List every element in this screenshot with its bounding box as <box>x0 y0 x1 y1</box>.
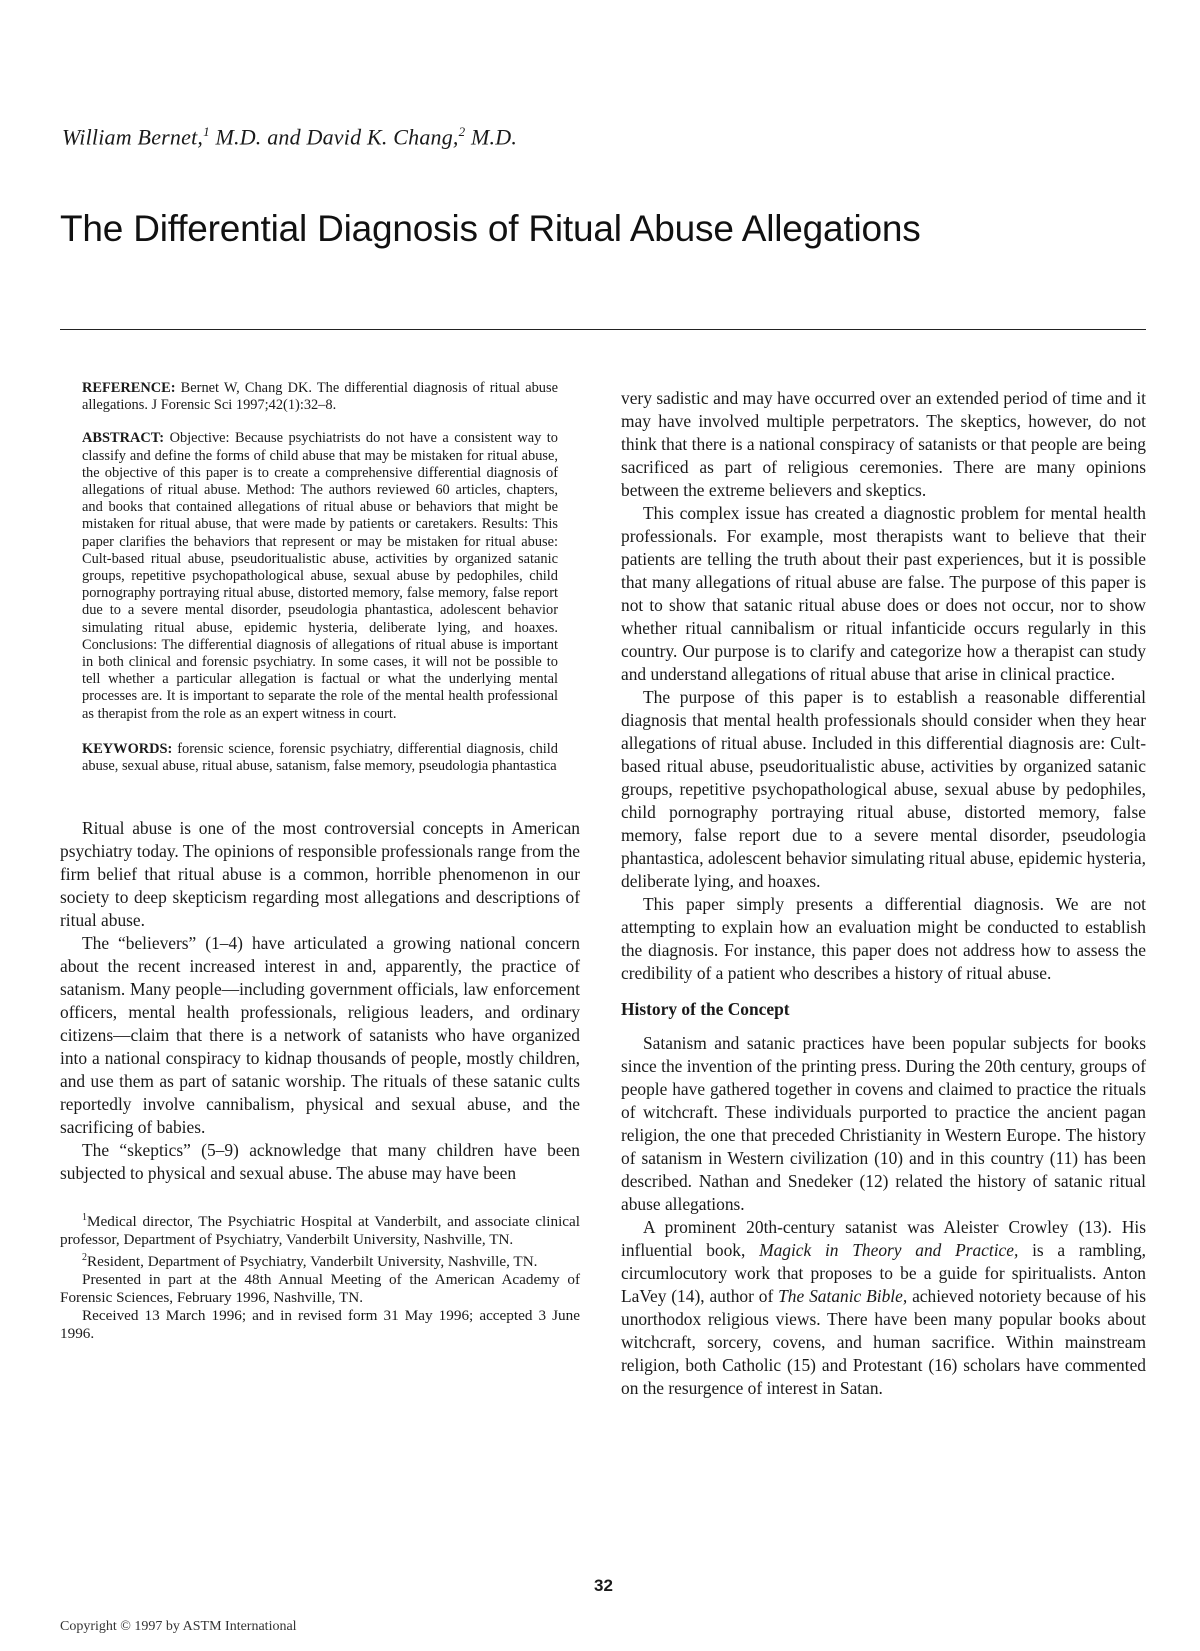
left-column <box>60 380 580 1343</box>
reference-text: Bernet W, Chang DK. The differential diagnosis of ritual abuse allegations. J Forensic Sci 1997;42(1):32–8. <box>82 380 558 414</box>
body-paragraph <box>621 1216 1146 1400</box>
author-degree-2: M.D. <box>465 124 518 150</box>
keywords-label: KEYWORDS: <box>82 740 173 757</box>
reference-paragraph <box>82 380 558 414</box>
footnote-1 <box>60 1209 580 1249</box>
title-divider <box>60 329 1146 330</box>
book-title: The Satanic Bible, <box>778 1286 908 1306</box>
author-degree-1: M.D. and David K. Chang, <box>209 124 459 150</box>
page-number: 32 <box>594 1576 613 1595</box>
book-title: Magick in Theory and Practice, <box>759 1240 1019 1260</box>
copyright-notice: Copyright © 1997 by ASTM International <box>60 1619 297 1634</box>
left-body <box>60 817 580 1185</box>
abstract-paragraph <box>82 430 558 722</box>
footnote-1-mark: 1 <box>82 1212 87 1224</box>
section-heading: History of the Concept <box>621 999 790 1019</box>
author1-name: William Bernet, <box>62 124 204 150</box>
body-paragraph: very sadistic and may have occurred over an extended period of time and it may have involved multiple perpetrators. The skeptics, however, do not think that there is a national conspiracy of satanists or that people are being sacrificed as part of religious ceremonies. There are many opinions between the extreme believers and skeptics. <box>621 388 1146 500</box>
footnote-presented: Presented in part at the 48th Annual Meeting of the American Academy of Forensic Sciences, February 1996, Nashville, TN. <box>60 1271 580 1307</box>
body-paragraph: Satanism and satanic practices have been popular subjects for books since the invention of the printing press. During the 20th century, groups of people have gathered together in covens and claimed to practice the rituals of witchcraft. These individuals purported to practice the ancient pagan religion, the one that preceded Christianity in Western Europe. The history of satanism in Western civilization (10) and in this country (11) has been described. Nathan and Snedeker (12) related the history of satanic ritual abuse allegations. <box>621 1033 1146 1214</box>
abstract-block <box>60 380 558 775</box>
body-paragraph: The “skeptics” (5–9) acknowledge that many children have been subjected to physical and sexual abuse. The abuse may have been <box>60 1140 580 1184</box>
body-paragraph: The “believers” (1–4) have articulated a growing national concern about the recent increased interest in and, apparently, the practice of satanism. Many people—including government officials, law enforcement officers, mental health professionals, religious leaders, and ordinary citizens—claim that there is a network of satanists who have organized into a national conspiracy to kidnap thousands of people, mostly children, and use them as part of satanic worship. The rituals of these satanic cults reportedly involve cannibalism, physical and sexual abuse, and the sacrificing of babies. <box>60 933 580 1138</box>
text-run: A prominent 20th-century satanist was Aleister Crowley (13). His influential book, <box>621 1217 1146 1260</box>
footnote-2-mark: 2 <box>82 1252 87 1264</box>
footnotes <box>60 1209 580 1343</box>
footnote-received: Received 13 March 1996; and in revised form 31 May 1996; accepted 3 June 1996. <box>60 1307 580 1343</box>
abstract-text: Objective: Because psychiatrists do not have a consistent way to classify and define the forms of child abuse that may be mistaken for ritual abuse, the objective of this paper is to create a comprehensive differential diagnosis of allegations of ritual abuse. Method: The authors reviewed 60 articles, chapters, and books that contained allegations of ritual abuse or behaviors that might be mistaken for ritual abuse, that were made by patients or caretakers. Results: This paper clarifies the behaviors that represent or may be mistaken for ritual abuse: Cult-based ritual abuse, pseudoritualistic abuse, activities by organized satanic groups, repetitive psychopathological abuse, sexual abuse by pedophiles, child pornography portraying ritual abuse, distorted memory, false memory, false report due to a severe mental disorder, pseudologia phantastica, adolescent behavior simulating ritual abuse, epidemic hysteria, deliberate lying, and hoaxes. Conclusions: The differential diagnosis of allegations of ritual abuse is important in both clinical and forensic psychiatry. In some cases, it will not be possible to tell whether a particular allegation is factual or what the underlying mental processes are. It is important to separate the role of the mental health professional as therapist from the role as an expert witness in court. <box>82 430 558 722</box>
author1-affil-mark: 1 <box>203 124 210 139</box>
reference-label: REFERENCE: <box>82 380 176 396</box>
body-paragraph: This paper simply presents a differential diagnosis. We are not attempting to explain how an evaluation might be conducted to establish the diagnosis. For instance, this paper does not address how to assess the credibility of a patient who describes a history of ritual abuse. <box>621 894 1146 983</box>
footnote-2-text: Resident, Department of Psychiatry, Vanderbilt University, Nashville, TN. <box>87 1253 538 1271</box>
footnote-1-text: Medical director, The Psychiatric Hospital at Vanderbilt, and associate clinical professor, Department of Psychiatry, Vanderbilt University, Nashville, TN. <box>60 1213 580 1249</box>
author-line <box>62 124 517 150</box>
body-paragraph: The purpose of this paper is to establish a reasonable differential diagnosis that mental health professionals should consider when they hear allegations of ritual abuse. Included in this differential diagnosis are: Cult-based ritual abuse, pseudoritualistic abuse, activities by organized satanic groups, repetitive psychopathological abuse, sexual abuse by pedophiles, child pornography portraying ritual abuse, distorted memory, false memory, false report due to a severe mental disorder, pseudologia phantastica, adolescent behavior simulating ritual abuse, epidemic hysteria, deliberate lying, and hoaxes. <box>621 687 1146 891</box>
history-body <box>621 1032 1146 1400</box>
footnote-2 <box>60 1249 580 1271</box>
right-body <box>621 387 1146 985</box>
abstract-label: ABSTRACT: <box>82 430 165 447</box>
keywords-paragraph <box>82 741 558 775</box>
text-run: is a rambling, circumlocutory work that proposes to be a guide for spiritualists. Anton LaVey (14), author of <box>621 1240 1146 1306</box>
author2-affil-mark: 2 <box>458 124 466 139</box>
text-run: achieved notoriety because of his unorthodox religious views. There have been many popular books about witchcraft, sorcery, covens, and human sacrifice. Within mainstream religion, both Catholic (15) and Protestant (16) scholars have commented on the resurgence of interest in Satan. <box>621 1286 1146 1398</box>
paper-title: The Differential Diagnosis of Ritual Abuse Allegations <box>60 208 921 249</box>
body-paragraph: Ritual abuse is one of the most controversial concepts in American psychiatry today. The opinions of responsible professionals range from the firm belief that ritual abuse is a common, horrible phenomenon in our society to deep skepticism regarding most allegations and descriptions of ritual abuse. <box>60 818 580 931</box>
body-paragraph: This complex issue has created a diagnostic problem for mental health professionals. For example, most therapists want to believe that their patients are telling the truth about their past experiences, but it is possible that many allegations of ritual abuse are false. The purpose of this paper is not to show that satanic ritual abuse does or does not occur, nor to show whether ritual cannibalism or ritual infanticide occurs regularly in this country. Our purpose is to clarify and categorize how a therapist can study and understand allegations of ritual abuse that arise in clinical practice. <box>621 503 1146 684</box>
right-column <box>621 387 1146 1400</box>
keywords-text: forensic science, forensic psychiatry, differential diagnosis, child abuse, sexual abuse, ritual abuse, satanism, false memory, pseudologia phantastica <box>82 740 558 775</box>
